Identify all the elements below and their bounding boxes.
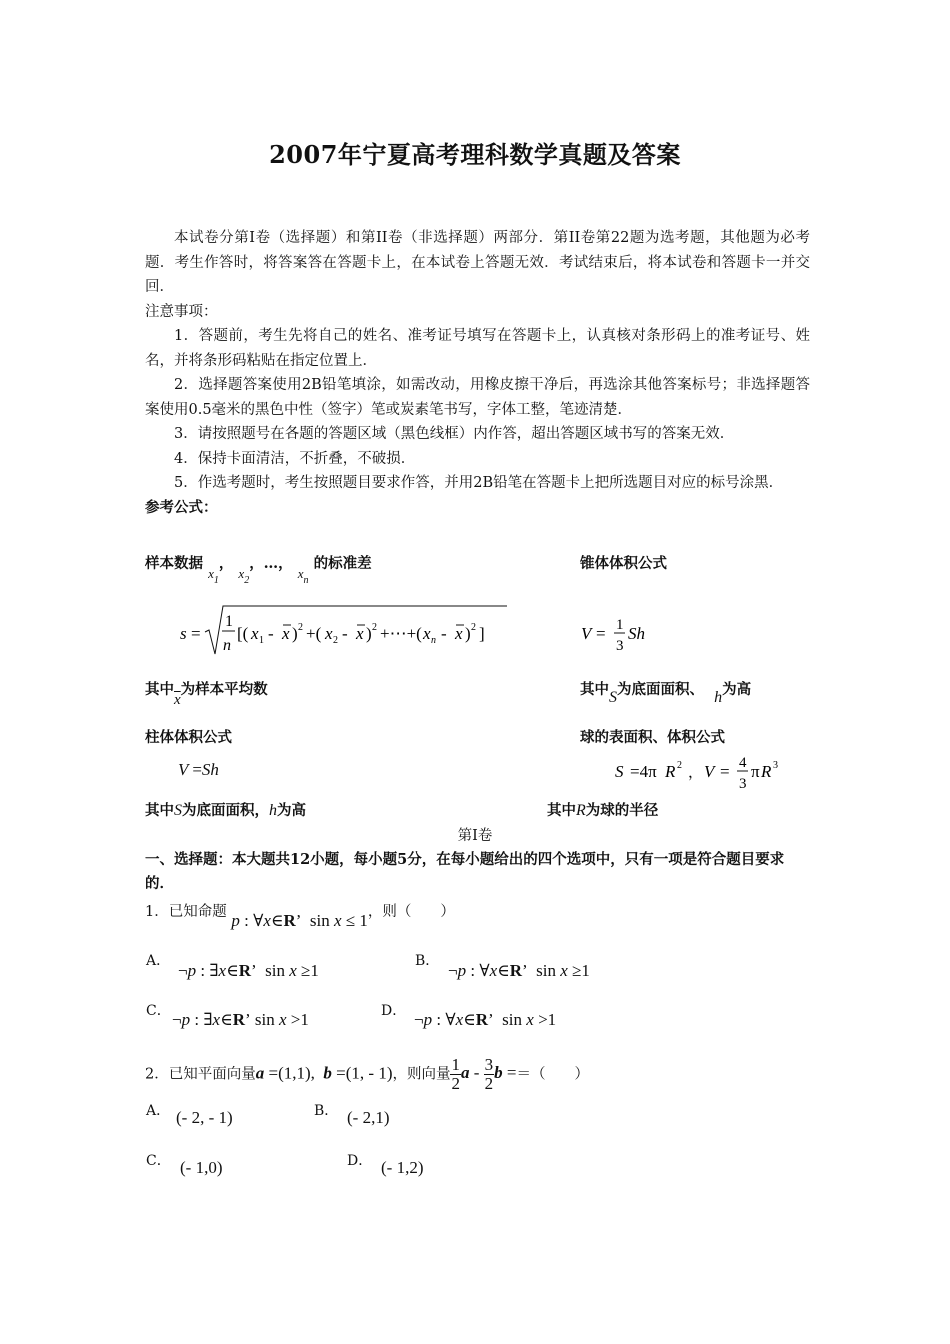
q1-option-a-label: A． [146,953,171,969]
svg-text:=: = [191,624,201,643]
sample-x2: $x_2$ [238,566,250,586]
note-item: 5．作选考题时，考生按照题目要求作答，并用2B铅笔在答题卡上把所选题目对应的标号涂黑． [174,475,784,491]
svg-text:2: 2 [298,622,303,633]
part-one-heading: 第I卷 [457,828,493,844]
question-1-stem [145,900,455,930]
svg-text:2: 2 [372,622,377,633]
mean-note-prefix: 其中 [145,681,174,698]
svg-text:]: ] [479,624,485,643]
svg-text:=: = [596,624,606,643]
svg-text:x: x [356,624,364,643]
cone-note [580,678,752,706]
cone-note-end: 为高 [722,681,752,698]
sphere-r-symbol: R [576,802,586,819]
svg-text:1: 1 [225,613,233,630]
section-one-heading: 一、选择题：本大题共12小题，每小题5分，在每小题给出的四个选项中，只有一项是符合题目要求的． [145,851,785,892]
svg-text:): ) [292,624,298,643]
svg-text:1: 1 [616,617,624,633]
svg-text:4: 4 [739,755,747,771]
svg-text:[(: [( [237,624,249,643]
q2-option-c-label: C． [146,1153,171,1169]
svg-text:+(: +( [306,624,322,643]
question-1-proposition: p : ∀x∈R’ sin x ≤ 1 [231,911,368,930]
svg-text:R: R [665,762,676,781]
sample-data-label: 样本数据 $x_1$， $x_2$，…， $x_n$ 的标准差 [145,555,372,586]
note-item: 4．保持卡面清洁，不折叠，不破损． [174,450,416,467]
question-2-prompt: ，则向量 [392,1066,451,1083]
q2-option-b: (- 2,1) [347,1108,390,1127]
notes-heading: 注意事项： [145,303,218,320]
q1-option-d-label: D． [381,1003,407,1019]
note-item: 2．选择题答案使用2B铅笔填涂，如需改动，用橡皮擦干净后，再选涂其他答案标号；非选择题答案使用0.5毫米的黑色中性（签字）笔或炭素笔书写，字体工整，笔迹清楚． [145,377,810,418]
note-item: 1．答题前，考生先将自己的姓名、准考证号填写在答题卡上，认真核对条形码上的准考证号、姓名，并将条形码粘贴在指定位置上． [145,328,810,369]
q2-option-c: (- 1,0) [180,1158,223,1177]
svg-text:V: V [704,762,715,781]
sample-x1: $x_1$ [208,566,219,586]
question-2-text: 2．已知平面向量 [145,1066,256,1083]
svg-text:+⋯+(: +⋯+( [380,624,422,643]
cone-s-symbol: S [609,689,617,706]
cylinder-note-text: 为底面面积， [182,802,269,819]
q1-option-d: ¬p : ∀x∈R’ sin x >1 [414,1010,557,1029]
sphere-note [547,799,658,820]
sample-xn: $x_n$ [297,566,309,586]
question-1-prompt: ，则（ ） [367,904,455,920]
sphere-note-prefix: 其中 [547,802,576,819]
intro-paragraph: 本试卷分第I卷（选择题）和第II卷（非选择题）两部分．第II卷第22题为选考题，其他题为必考题．考生作答时，将答案答在答题卡上，在本试卷上答题无效．考试结束后，将本试卷和答题卡一并交回． [145,230,810,295]
q2-option-d-label: D． [347,1153,373,1169]
svg-text:=4π: =4π [630,762,657,781]
q1-option-b-label: B． [415,953,440,969]
q1-option-a: ¬p : ∃x∈R’ sin x ≥1 [178,961,319,980]
note-item: 3．请按照题号在各题的答题区域（黑色线框）内作答，超出答题区域书写的答案无效． [174,426,735,442]
svg-text:，: ， [688,765,704,781]
svg-text:x: x [251,624,259,643]
svg-text:-: - [268,624,274,643]
cylinder-h-symbol: h [269,802,277,819]
formula-heading: 参考公式： [145,498,218,516]
svg-text:2: 2 [471,622,476,633]
mean-note-text: 为样本平均数 [180,681,268,698]
page-title: 2007年宁夏高考理科数学真题及答案 [269,140,681,169]
q2-option-a: (- 2, - 1) [176,1108,233,1127]
cylinder-volume-formula: V =Sh [178,760,219,779]
svg-text:2: 2 [677,760,682,771]
q2-option-a-label: A． [146,1103,171,1119]
cylinder-note-prefix: 其中 [145,802,174,819]
svg-text:s: s [180,624,187,643]
sphere-formula [612,748,792,798]
question-1-text: 1．已知命题 [145,904,227,920]
instructions-block [145,226,810,520]
q2-option-d: (- 1,2) [381,1158,424,1177]
svg-text:=: = [720,762,730,781]
sample-std-text: 的标准差 [313,555,372,572]
svg-text:): ) [465,624,471,643]
std-dev-formula [175,602,515,662]
q2-option-b-label: B． [314,1103,339,1119]
sphere-note-text: 为球的半径 [585,802,659,819]
cone-note-prefix: 其中 [580,681,609,698]
cylinder-note [145,799,306,820]
svg-text:V: V [581,624,592,643]
svg-text:-: - [342,624,348,643]
cylinder-note-end: 为高 [277,802,306,819]
svg-text:S: S [615,762,624,781]
question-2-vectors: a =(1,1), b =(1, - 1) [255,1063,393,1083]
svg-text:1: 1 [259,635,264,646]
q1-option-b: ¬p : ∀x∈R’ sin x ≥1 [448,961,590,980]
question-2-stem [145,1056,589,1093]
q1-option-c-label: C． [146,1003,171,1019]
svg-text:n: n [431,635,436,646]
svg-text:x: x [325,624,333,643]
cone-volume-label: 锥体体积公式 [580,555,667,572]
svg-text:x: x [455,624,463,643]
svg-text:Sh: Sh [628,624,645,643]
svg-text:π: π [751,762,760,781]
q1-option-c: ¬p : ∃x∈R’ sin x >1 [172,1010,309,1029]
cone-h-symbol: h [714,689,723,706]
svg-text:-: - [441,624,447,643]
sphere-label: 球的表面积、体积公式 [580,729,725,746]
cone-volume-formula [578,612,658,660]
svg-text:n: n [223,637,231,654]
svg-text:2: 2 [333,635,338,646]
svg-text:3: 3 [616,638,624,654]
question-2-end: ＝（ ） [516,1066,589,1083]
mean-x-symbol: $\overline{x}$ [174,692,181,708]
svg-text:3: 3 [773,760,778,771]
svg-text:3: 3 [739,776,747,792]
cylinder-s-symbol: S [174,802,182,819]
svg-text:): ) [366,624,372,643]
sample-data-text: 样本数据 [145,555,203,572]
mean-note [145,678,268,708]
question-2-expression: $\frac{1}{2}$ a - $\frac{3}{2}$ b = [451,1055,517,1093]
cone-note-text: 为底面面积、 [617,681,704,698]
svg-text:x: x [282,624,290,643]
svg-text:R: R [761,762,772,781]
svg-text:x: x [423,624,431,643]
cylinder-volume-label: 柱体体积公式 [145,729,232,746]
